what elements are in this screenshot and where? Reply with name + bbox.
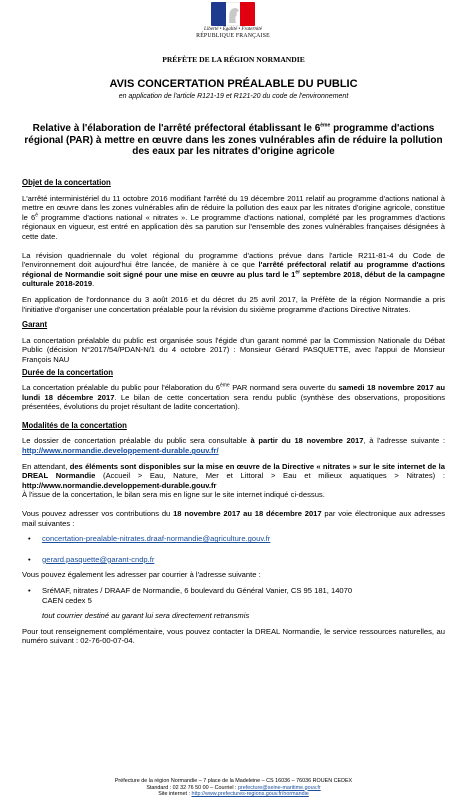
notice-body	[22, 178, 445, 646]
list-item	[22, 534, 445, 544]
contact-paragraph: Pour tout renseignement complémentaire, vous pouvez contacter la DREAL Normandie, le service ressources naturelles, au numéro suivant : 02-76-00-07-04.	[22, 626, 445, 646]
tricolor-flag-icon	[211, 2, 255, 26]
email-link-garant[interactable]: gerard.pasquette@garant-cndp.fr	[42, 554, 155, 564]
list-item	[22, 555, 445, 565]
modalites-paragraph-3: À l'issue de la concertation, le bilan sera mis en ligne sur le site internet indiqué ci-dessus.	[22, 490, 325, 500]
section-heading-modalites: Modalités de la concertation	[22, 420, 127, 430]
modalites-paragraph-4: Vous pouvez adresser vos contributions du 18 novembre 2017 au 18 décembre 2017 par voie électronique aux adresses mail suivantes :	[22, 509, 445, 528]
footer-contact: Standard : 02 32 76 50 00 – Courriel : prefecture@seine-maritime.gouv.fr	[146, 784, 321, 791]
notice-title: AVIS CONCERTATION PRÉALABLE DU PUBLIC	[109, 78, 358, 90]
page-footer	[0, 778, 467, 798]
garant-paragraph: La concertation préalable du public est organisée sous l'égide d'un garant nommé par la Commission Nationale du Débat Public (décision N°2017/54/PDAN-N/1 du 4 octobre 2017) : Monsieur Gérard PASQUETTE, avec l'appui de Monsieur François NAU	[22, 335, 445, 364]
postal-note: tout courrier destiné au garant lui sera directement retransmis	[42, 611, 250, 621]
footer-address: Préfecture de la région Normandie – 7 place de la Madeleine – CS 16036 – 76036 ROUEN CEDEX	[114, 778, 353, 784]
objet-paragraph-3: En application de l'ordonnance du 3 août 2016 et du décret du 25 avril 2017, la Préfète de la région Normandie a pris l'initiative d'organiser une concertation préalable pour la révision du sixième programme d'actions Directive Nitrates.	[22, 294, 445, 314]
legal-reference: en application de l'article R121-19 et R121-20 du code de l'environnement	[118, 93, 349, 100]
modalites-paragraph-5: Vous pouvez également les adresser par courrier à l'adresse suivante :	[22, 570, 261, 580]
section-heading-objet: Objet de la concertation	[22, 178, 111, 187]
modalites-paragraph-2: En attendant, des éléments sont disponibles sur la mise en œuvre de la Directive « nitrates » sur le site internet de la DREAL Normandie (Accueil > Eau, Nature, Mer et Littoral > Eau et milieux aquatiques > Nitrates) : http://www.normandie.developpement-durable.gouv.fr	[22, 461, 445, 490]
dreal-website-text[interactable]: http://www.normandie.developpement-durable.gouv.fr	[22, 480, 217, 490]
duree-paragraph: La concertation préalable du public pour l'élaboration du 6ème PAR normand sera ouverte du samedi 18 novembre 2017 au lundi 18 décembre 2017. Le bilan de cette concertation sera rendu public (synthèse des observations, propositions présentées, évolutions du projet résultant de ladite concertation).	[22, 382, 445, 412]
email-list	[22, 534, 445, 564]
objet-paragraph-1: L'arrêté interministériel du 11 octobre 2016 modifiant l'arrêté du 19 décembre 2011 relatif au programme d'actions national à mettre en œuvre dans les zones vulnérables afin de réduire la pollution des eaux par les nitrates d'origine agricole, constitue le $6^è$ programme d'actions national « nitrates ». Le programme d'actions national, complété par les programmes d'actions régionaux en vigueur, est entré en application dès sa parution sur l'ensemble des zones vulnérables françaises désignées à cette date.	[22, 193, 445, 241]
footer-email-link[interactable]: prefecture@seine-maritime.gouv.fr	[238, 784, 321, 791]
modalites-paragraph-1: Le dossier de concertation préalable du public sera consultable à partir du 18 novembre 2017, à l'adresse suivante : http://www.normandie.developpement-durable.gouv.fr/	[22, 436, 445, 456]
footer-website-link[interactable]: http://www.prefectures-regions.gouv.fr/normandie	[191, 791, 309, 798]
section-heading-garant: Garant	[22, 320, 48, 330]
prefecture-name: PRÉFÈTE DE LA RÉGION NORMANDIE	[162, 55, 305, 64]
postal-address	[22, 586, 445, 605]
section-heading-duree: Durée de la concertation	[22, 367, 113, 377]
email-link-draaf[interactable]: concertation-prealable-nitrates.draaf-normandie@agriculture.gouv.fr	[42, 534, 271, 544]
marianne-logo	[188, 2, 278, 40]
republic-name: RÉPUBLIQUE FRANÇAISE	[196, 33, 270, 39]
footer-website: Site internet : http://www.prefectures-regions.gouv.fr/normandie	[158, 791, 309, 798]
dreal-website-link[interactable]: http://www.normandie.developpement-durable.gouv.fr/	[22, 446, 219, 456]
list-item: • SréMAF, nitrates / DRAAF de Normandie, 6 boulevard du Général Vanier, CS 95 181, 14070 CAEN cedex 5	[22, 586, 445, 605]
notice-subject: Relative à l'élaboration de l'arrêté préfectoral établissant le 6ème programme d'actions régional (PAR) à mettre en œuvre dans les zones vulnérables afin de réduire la pollution des eaux par les nitrates d'origine agricole	[24, 122, 443, 157]
republic-motto: Liberté • Égalité • Fraternité	[204, 27, 262, 32]
objet-paragraph-2: La révision quadriennale du volet régional du programme d'actions prévue dans l'article R211-81-4 du Code de l'environnement doit aujourd'hui être lancée, de manière à ce que l'arrêté préfectoral relatif au programme d'actions régional de Normandie soit signé pour une mise en œuvre au plus tard le 1er septembre 2018, début de la campagne culturale 2018-2019.	[22, 250, 445, 289]
